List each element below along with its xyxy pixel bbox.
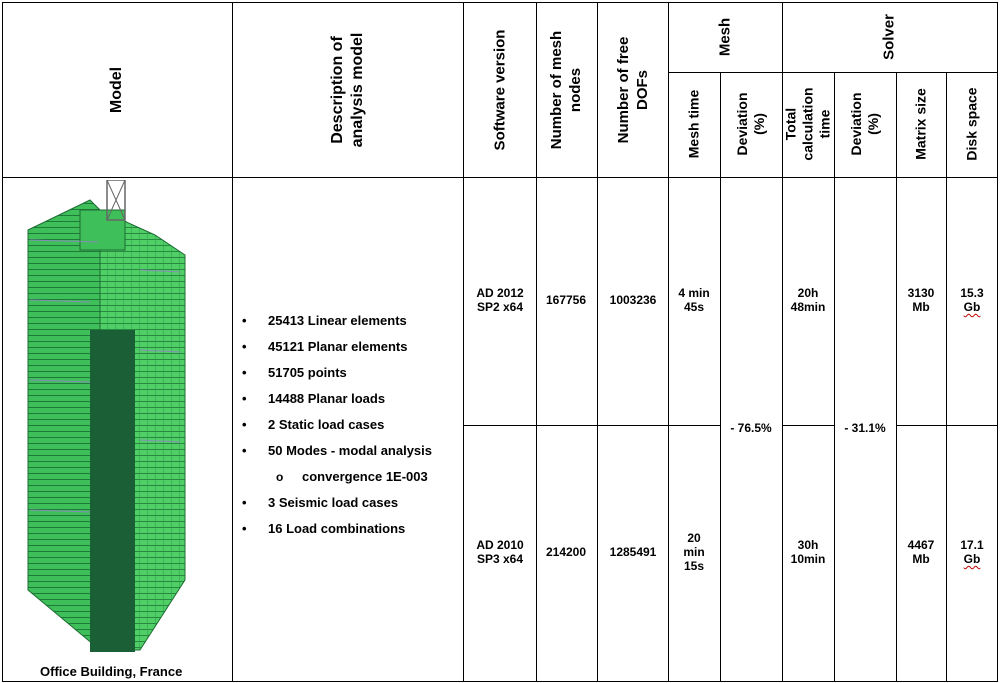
description-text: 3 Seismic load cases [268,495,399,510]
bullet-icon: • [242,417,247,432]
bullet-icon: • [242,313,247,328]
header-disk-space: Disk space [963,87,980,161]
description-item [238,520,432,546]
disk-space-2: 17.1 Gb [960,538,984,566]
bullet-icon: • [242,495,247,510]
description-item [238,442,432,468]
calc-time-1: 20h 48min [790,286,826,314]
mesh-deviation-value: - 76.5% [730,421,772,435]
description-text: 2 Static load cases [268,417,385,432]
header-calc-time: Total calculation time [782,87,833,161]
header-solver-group: Solver [880,14,898,60]
model-caption: Office Building, France [40,664,183,679]
matrix-size-2: 4467 Mb [907,538,935,566]
bullet-icon: • [242,365,247,380]
description-text: convergence 1E-003 [302,469,428,484]
bullet-icon: • [242,443,247,458]
header-mesh-deviation: Deviation (%) [734,92,767,156]
software-version-1: AD 2012 SP2 x64 [476,286,524,314]
description-text: 25413 Linear elements [268,313,407,328]
header-mesh-group: Mesh [716,17,734,57]
description-item [238,312,432,338]
description-item [238,390,432,416]
matrix-size-1: 3130 Mb [907,286,935,314]
description-item [238,364,432,390]
mesh-nodes-2: 214200 [545,545,587,559]
free-dofs-1: 1003236 [609,293,657,307]
calc-time-2: 30h 10min [790,538,826,566]
mesh-nodes-1: 167756 [545,293,587,307]
description-text: 16 Load combinations [268,521,406,536]
disk-space-1: 15.3 Gb [960,286,984,314]
description-item [238,494,432,520]
description-text: 51705 points [268,365,347,380]
header-model: Model [108,66,125,114]
description-item [238,338,432,364]
bullet-icon: • [242,521,247,536]
software-version-2: AD 2010 SP3 x64 [476,538,524,566]
description-text: 14488 Planar loads [268,391,386,406]
free-dofs-2: 1285491 [609,545,657,559]
header-matrix-size: Matrix size [912,88,929,160]
description-list [238,312,432,546]
bullet-icon: • [242,339,247,354]
bullet-icon: • [242,391,247,406]
description-item [238,416,432,442]
solver-deviation-value: - 31.1% [844,421,886,435]
header-solver-deviation: Deviation (%) [848,92,881,156]
bullet-icon: o [276,470,284,484]
description-text: 50 Modes - modal analysis [268,443,433,458]
header-mesh-time: Mesh time [685,89,702,159]
description-item [238,468,432,494]
description-text: 45121 Planar elements [268,339,408,354]
mesh-time-2: 20 min 15s [683,531,705,573]
header-description: Description of analysis model [329,32,366,148]
header-software: Software version [491,29,509,151]
header-mesh-nodes: Number of mesh nodes [548,30,584,150]
header-free-dofs: Number of free DOFs [615,36,651,144]
mesh-time-1: 4 min 45s [678,286,710,314]
building-model-image [20,180,220,660]
